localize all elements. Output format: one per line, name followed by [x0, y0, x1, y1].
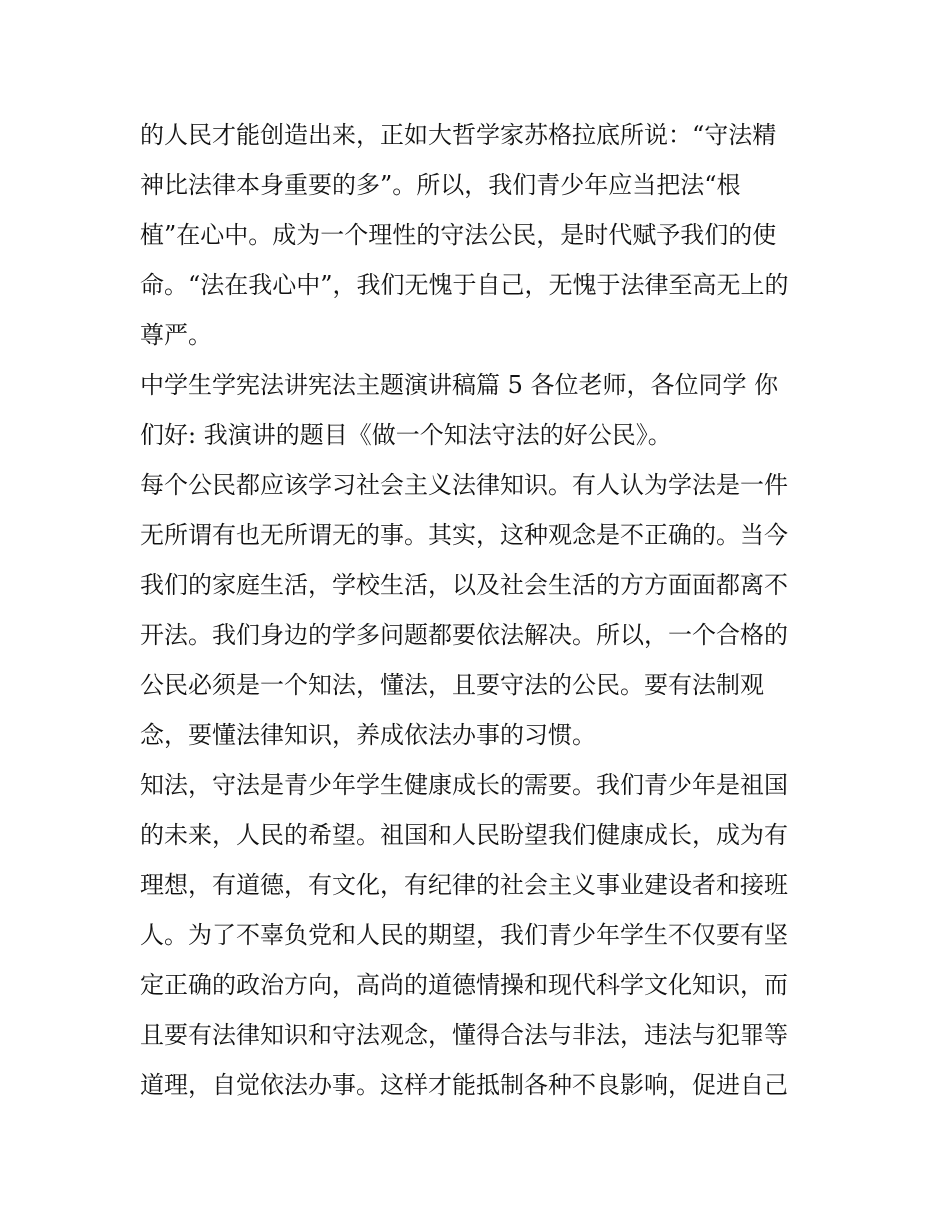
text-line: 每个公民都应该学习社会主义法律知识。有人认为学法是一件 — [140, 471, 788, 499]
text-line: 植”在心中。成为一个理性的守法公民，是时代赋予我们的使 — [140, 221, 777, 249]
text-line: 中学生学宪法讲宪法主题演讲稿篇 5 各位老师，各位同学 你 — [140, 371, 779, 399]
text-line: 们好: 我演讲的题目《做一个知法守法的好公民》。 — [140, 421, 672, 449]
text-line: 知法，守法是青少年学生健康成长的需要。我们青少年是祖国 — [140, 771, 788, 799]
text-line: 的未来，人民的希望。祖国和人民盼望我们健康成长，成为有 — [140, 821, 788, 849]
text-line: 开法。我们身边的学多问题都要依法解决。所以，一个合格的 — [140, 621, 788, 649]
text-line: 道理，自觉依法办事。这样才能抵制各种不良影响，促进自己 — [140, 1071, 788, 1099]
text-line: 人。为了不辜负党和人民的期望，我们青少年学生不仅要有坚 — [140, 921, 788, 949]
text-line: 命。“法在我心中”，我们无愧于自己，无愧于法律至高无上的 — [140, 271, 789, 299]
text-line: 我们的家庭生活，学校生活，以及社会生活的方方面面都离不 — [140, 571, 788, 599]
document-page — [140, 110, 820, 1110]
text-line: 尊严。 — [140, 321, 212, 349]
text-line: 念，要懂法律知识，养成依法办事的习惯。 — [140, 721, 596, 749]
text-line: 公民必须是一个知法，懂法，且要守法的公民。要有法制观 — [140, 671, 764, 699]
text-line: 理想，有道德，有文化，有纪律的社会主义事业建设者和接班 — [140, 871, 788, 899]
text-line: 定正确的政治方向，高尚的道德情操和现代科学文化知识，而 — [140, 971, 788, 999]
text-line: 的人民才能创造出来，正如大哲学家苏格拉底所说：“守法精 — [140, 121, 777, 149]
text-line: 且要有法律知识和守法观念，懂得合法与非法，违法与犯罪等 — [140, 1021, 788, 1049]
text-line: 无所谓有也无所谓无的事。其实，这种观念是不正确的。当今 — [140, 521, 788, 549]
text-line: 神比法律本身重要的多”。所以，我们青少年应当把法“根 — [140, 171, 741, 199]
